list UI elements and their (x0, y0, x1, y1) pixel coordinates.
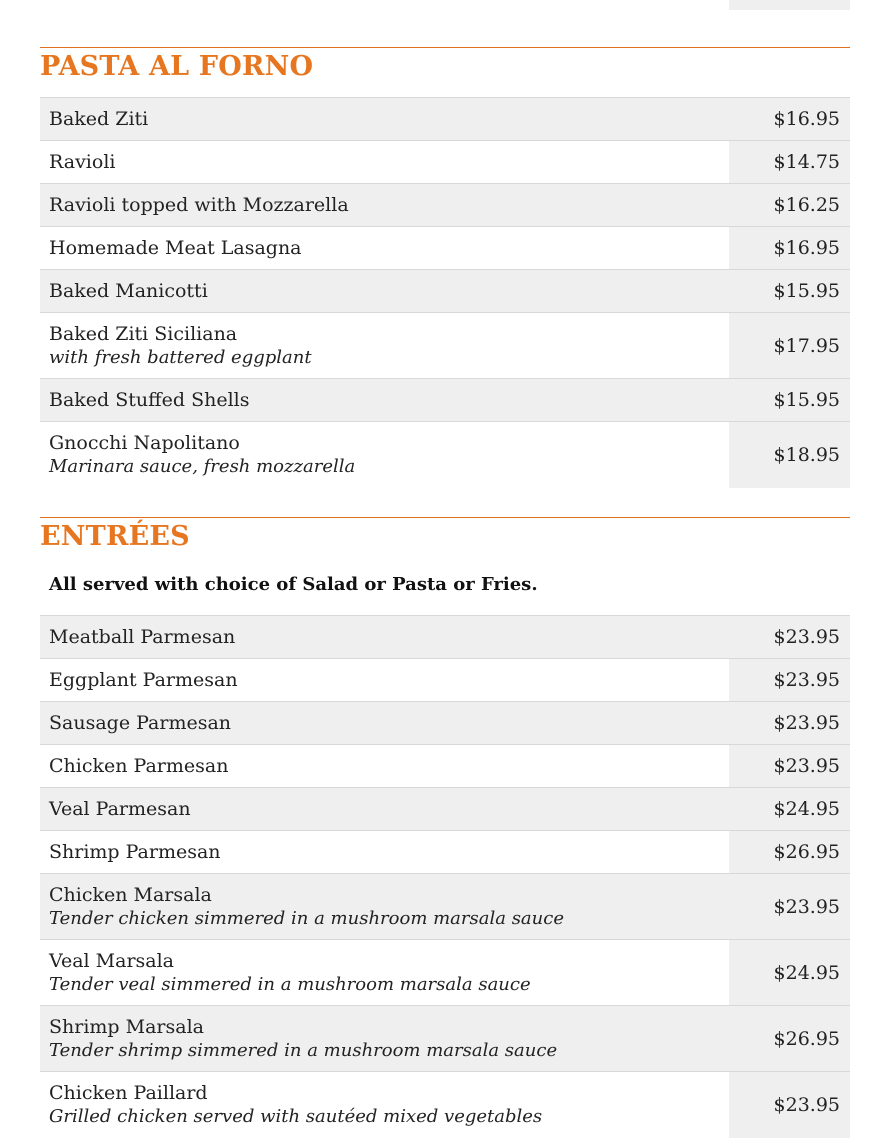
menu-row (40, 831, 850, 874)
item-name: Sausage Parmesan (49, 711, 232, 734)
item-name: Shrimp Parmesan (49, 840, 221, 863)
item-price: $23.95 (729, 745, 850, 787)
menu-row (40, 270, 850, 313)
menu-row (40, 98, 850, 141)
item-name: Baked Ziti Siciliana (49, 322, 238, 345)
section-title: ENTRÉES (40, 521, 190, 552)
section-entrees (40, 517, 850, 1138)
item-name: Shrimp Marsala (49, 1015, 204, 1038)
menu-row (40, 1072, 850, 1138)
item-price: $16.95 (729, 227, 850, 269)
item-name: Veal Marsala (49, 949, 175, 972)
previous-section-price-cell (729, 0, 850, 10)
item-price: $26.95 (729, 1006, 850, 1071)
menu-row (40, 313, 850, 379)
item-price: $23.95 (729, 874, 850, 939)
item-price: $23.95 (729, 702, 850, 744)
item-name: Chicken Marsala (49, 883, 212, 906)
item-price: $17.95 (729, 313, 850, 378)
item-price: $23.95 (729, 1072, 850, 1138)
item-price: $16.95 (729, 98, 850, 140)
item-name: Meatball Parmesan (49, 625, 236, 648)
item-price: $15.95 (729, 270, 850, 312)
item-description: Tender shrimp simmered in a mushroom marsala sauce (49, 1039, 558, 1061)
item-name: Chicken Parmesan (49, 754, 229, 777)
menu-row (40, 227, 850, 270)
item-name: Veal Parmesan (49, 797, 191, 820)
menu-list (40, 97, 850, 488)
item-name: Baked Manicotti (49, 279, 208, 302)
menu-row (40, 422, 850, 488)
menu-row (40, 379, 850, 422)
menu-list (40, 615, 850, 1138)
menu-row (40, 788, 850, 831)
section-divider (40, 517, 850, 518)
item-price: $18.95 (729, 422, 850, 488)
menu-row (40, 1006, 850, 1072)
section-title: PASTA AL FORNO (40, 51, 314, 82)
item-name: Homemade Meat Lasagna (49, 236, 302, 259)
item-name: Baked Ziti (49, 107, 149, 130)
section-note: All served with choice of Salad or Pasta or Fries. (49, 574, 538, 595)
item-price: $24.95 (729, 940, 850, 1005)
menu-row (40, 616, 850, 659)
menu-row (40, 702, 850, 745)
item-price: $24.95 (729, 788, 850, 830)
item-description: Tender veal simmered in a mushroom marsala sauce (49, 973, 531, 995)
item-name: Ravioli topped with Mozzarella (49, 193, 349, 216)
menu-row (40, 940, 850, 1006)
item-name: Ravioli (49, 150, 116, 173)
item-description: Tender chicken simmered in a mushroom marsala sauce (49, 907, 564, 929)
menu-row (40, 184, 850, 227)
section-divider (40, 47, 850, 48)
menu-row (40, 874, 850, 940)
section-pasta-al-forno (40, 47, 850, 488)
menu-row (40, 745, 850, 788)
item-name: Chicken Paillard (49, 1082, 208, 1104)
item-price: $26.95 (729, 831, 850, 873)
item-price: $23.95 (729, 659, 850, 701)
item-price: $14.75 (729, 141, 850, 183)
item-name: Eggplant Parmesan (49, 668, 238, 691)
menu-row (40, 659, 850, 702)
item-price: $15.95 (729, 379, 850, 421)
item-name: Gnocchi Napolitano (49, 432, 240, 454)
item-price: $23.95 (729, 616, 850, 658)
item-name: Baked Stuffed Shells (49, 388, 250, 411)
menu-row (40, 141, 850, 184)
item-description: Marinara sauce, fresh mozzarella (49, 456, 356, 477)
item-description: with fresh battered eggplant (49, 346, 312, 368)
item-description: Grilled chicken served with sautéed mixed vegetables (49, 1106, 543, 1127)
item-price: $16.25 (729, 184, 850, 226)
